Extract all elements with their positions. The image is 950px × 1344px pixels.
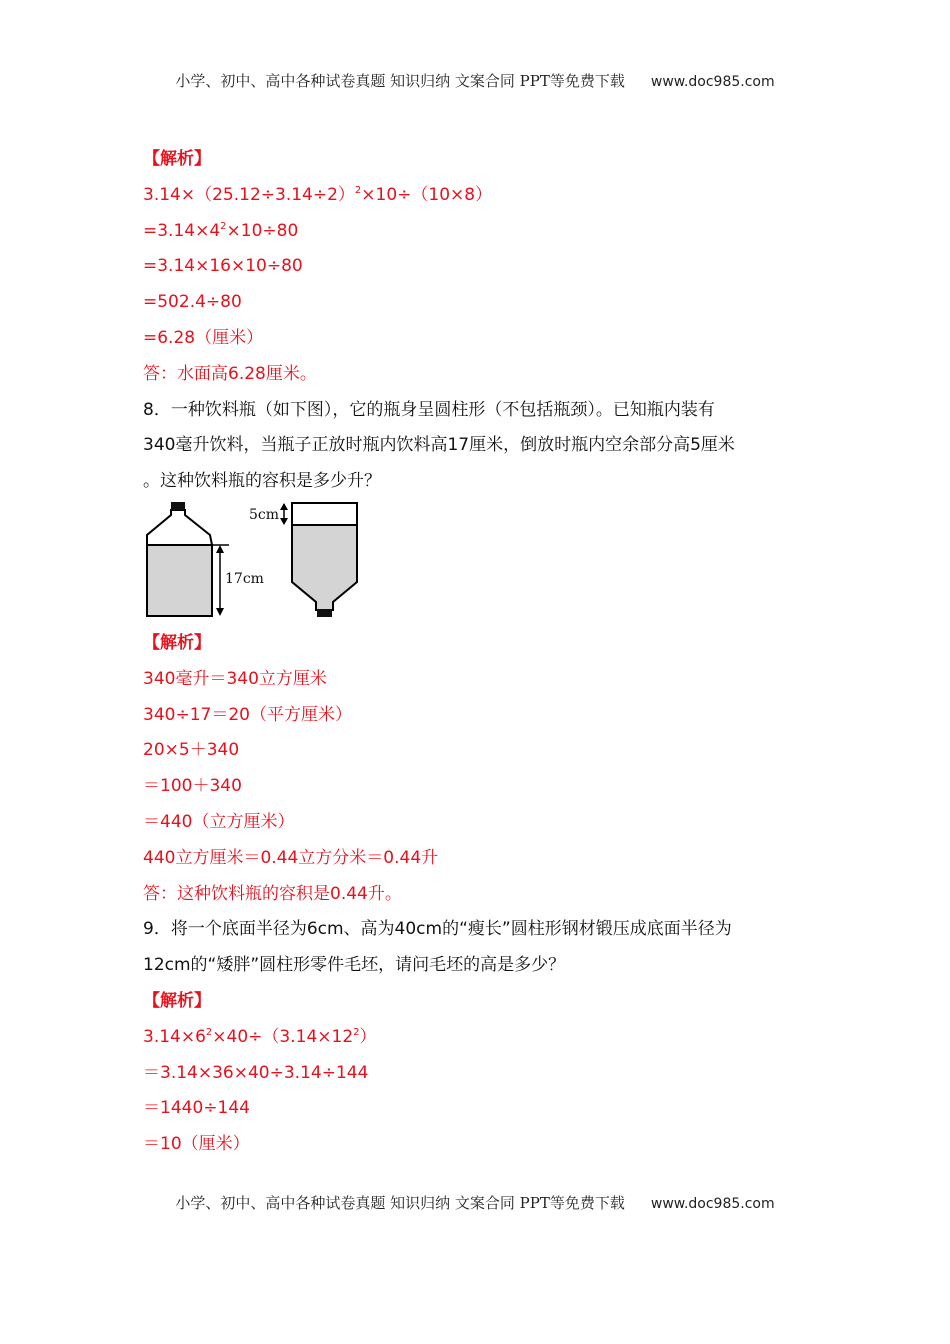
bottle-figure <box>143 500 813 626</box>
inverted-bottle <box>249 503 357 617</box>
sec2-answer: 答：这种饮料瓶的容积是0.44升。 <box>143 883 402 904</box>
sec2-line-5: ＝440（立方厘米） <box>143 811 295 832</box>
sec3-l1c: ） <box>359 1026 377 1047</box>
bottle-diagram <box>143 500 373 626</box>
document-body <box>143 142 813 1163</box>
sec3-l1-sup: 2 <box>205 1026 213 1038</box>
upright-neck <box>147 510 212 545</box>
sec3-line-3: ＝1440÷144 <box>143 1098 250 1119</box>
sec2-line-4: ＝100＋340 <box>143 776 242 797</box>
sec1-l2b: ×10÷80 <box>226 220 299 241</box>
inverted-liquid <box>292 525 357 610</box>
inverted-empty-space <box>292 503 357 525</box>
label-17cm: 17cm <box>225 570 264 587</box>
header-url[interactable]: www.doc985.com <box>650 74 775 90</box>
sec2-line-6: 440立方厘米＝0.44立方分米＝0.44升 <box>143 847 439 868</box>
sec1-l2a: =3.14×4 <box>143 220 221 241</box>
inverted-cap <box>317 609 332 617</box>
upright-bottle <box>147 502 264 616</box>
sec1-line-1 <box>143 178 813 214</box>
sec1-line-3: =3.14×16×10÷80 <box>143 256 303 277</box>
page-footer <box>0 1192 950 1213</box>
sec1-l1b: ×10÷（10×8） <box>361 184 493 205</box>
sec3-l1a: 3.14×6 <box>143 1026 206 1047</box>
sec1-l1-sup: 2 <box>354 184 362 196</box>
q8-line-3: 。这种饮料瓶的容积是多少升？ <box>143 471 381 492</box>
q9-line-2: 12cm的“矮胖”圆柱形零件毛坯，请问毛坯的高是多少？ <box>143 955 566 976</box>
solution-label-1: 【解析】 <box>143 149 211 169</box>
q9-line-1: 9．将一个底面半径为6cm、高为40cm的“瘦长”圆柱形钢材锻压成底面半径为 <box>143 919 732 940</box>
header-text: 小学、初中、高中各种试卷真题 知识归纳 文案合同 PPT等免费下载 <box>175 72 625 90</box>
sec1-l2-sup: 2 <box>220 220 227 232</box>
label-5cm: 5cm <box>249 506 280 523</box>
upright-liquid <box>147 545 212 616</box>
sec3-line-1 <box>143 1020 813 1056</box>
sec3-l1-sup2: 2 <box>353 1026 360 1038</box>
footer-url[interactable]: www.doc985.com <box>650 1196 775 1212</box>
sec3-l1b: ×40÷（3.14×12 <box>212 1026 354 1047</box>
sec1-line-2 <box>143 214 813 250</box>
sec3-line-4: ＝10（厘米） <box>143 1134 250 1155</box>
q8-line-1: 8．一种饮料瓶（如下图），它的瓶身呈圆柱形（不包括瓶颈）。已知瓶内装有 <box>143 399 715 420</box>
sec3-line-2: ＝3.14×36×40÷3.14÷144 <box>143 1062 369 1083</box>
sec1-answer: 答：水面高6.28厘米。 <box>143 363 317 384</box>
footer-text: 小学、初中、高中各种试卷真题 知识归纳 文案合同 PPT等免费下载 <box>175 1194 625 1212</box>
sec1-line-5: =6.28（厘米） <box>143 327 264 348</box>
sec2-line-1: 340毫升＝340立方厘米 <box>143 668 327 689</box>
page-header <box>0 70 950 91</box>
q8-line-2: 340毫升饮料，当瓶子正放时瓶内饮料高17厘米，倒放时瓶内空余部分高5厘米 <box>143 435 735 456</box>
solution-label-3: 【解析】 <box>143 990 211 1011</box>
solution-label-2: 【解析】 <box>143 632 211 653</box>
sec1-l1a: 3.14×（25.12÷3.14÷2） <box>143 184 355 205</box>
sec2-line-3: 20×5＋340 <box>143 740 240 761</box>
sec1-line-4: =502.4÷80 <box>143 292 242 313</box>
sec2-line-2: 340÷17＝20（平方厘米） <box>143 704 352 725</box>
upright-cap <box>171 502 185 510</box>
